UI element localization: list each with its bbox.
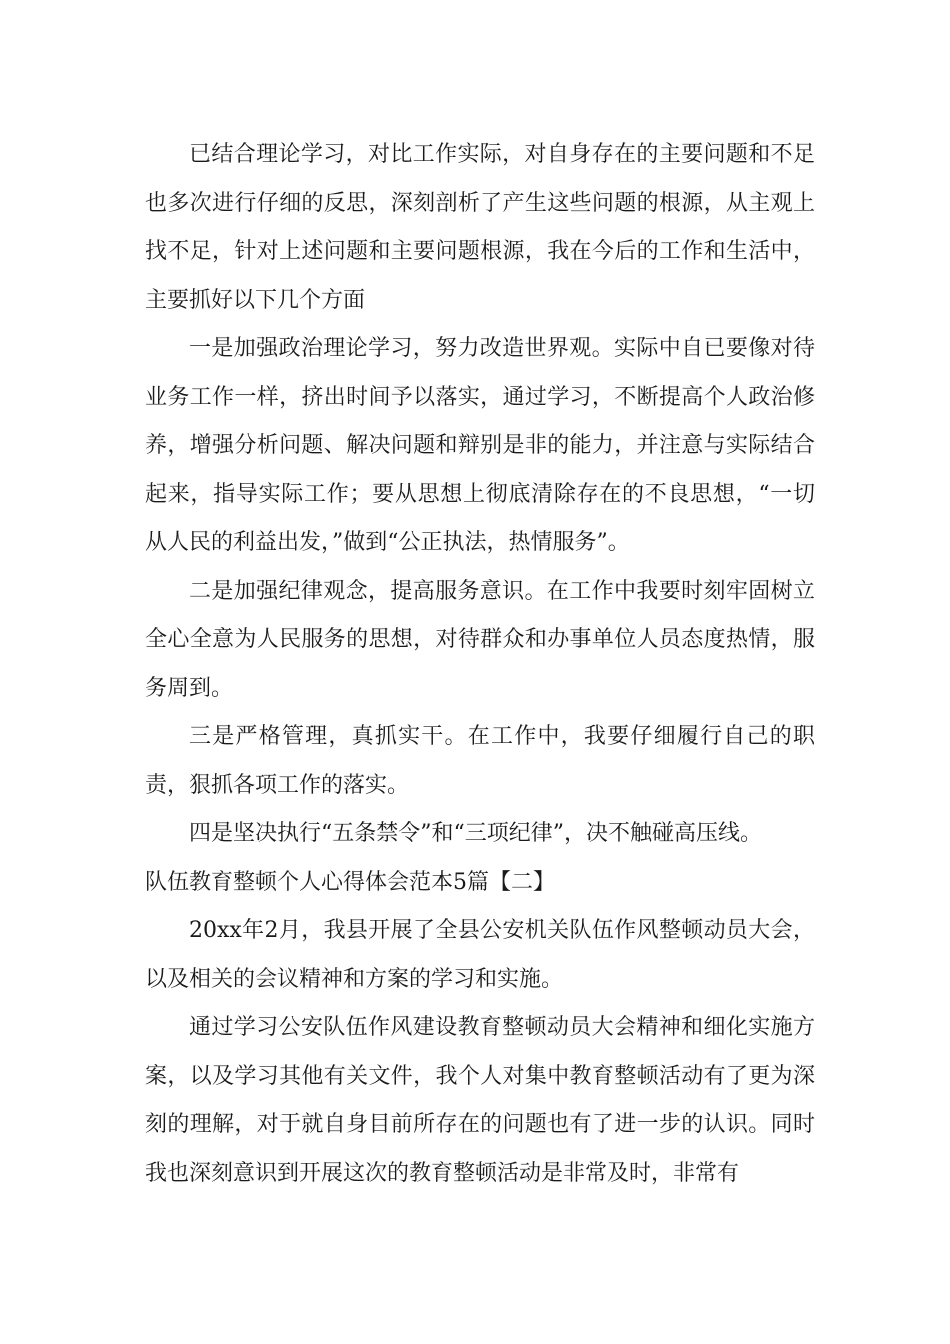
document-body (145, 131, 815, 1198)
paragraph-meeting: 20xx年2月，我县开展了全县公安机关队伍作风整顿动员大会，以及相关的会议精神和方案的学习和实施。 (145, 918, 815, 992)
paragraph-point-one: 一是加强政治理论学习，努力改造世界观。实际中自已要像对待业务工作一样，挤出时间予以落实，通过学习，不断提高个人政治修养，增强分析问题、解决问题和辩别是非的能力，并注意与实际结合起来，指导实际工作；要从思想上彻底清除存在的不良思想，“一切从人民的利益出发，”做到“公正执法，热情服务”。 (145, 336, 815, 555)
paragraph-point-four: 四是坚决执行“五条禁令”和“三项纪律”，决不触碰高压线。 (189, 821, 762, 846)
paragraph-reflection: 已结合理论学习，对比工作实际，对自身存在的主要问题和不足也多次进行仔细的反思，深刻剖析了产生这些问题的根源，从主观上找不足，针对上述问题和主要问题根源，我在今后的工作和生活中，主要抓好以下几个方面 (145, 142, 815, 313)
paragraph-point-three: 三是严格管理，真抓实干。在工作中，我要仔细履行自己的职责，狠抓各项工作的落实。 (145, 724, 815, 798)
section-heading: 队伍教育整顿个人心得体会范本5篇【二】 (145, 869, 555, 895)
paragraph-understanding: 通过学习公安队伍作风建设教育整顿动员大会精神和细化实施方案，以及学习其他有关文件，我个人对集中教育整顿活动有了更为深刻的理解，对于就自身目前所存在的问题也有了进一步的认识。同时我也深刻意识到开展这次的教育整顿活动是非常及时，非常有 (145, 1015, 815, 1186)
paragraph-point-two: 二是加强纪律观念，提高服务意识。在工作中我要时刻牢固树立全心全意为人民服务的思想，对待群众和办事单位人员态度热情，服务周到。 (145, 578, 815, 701)
